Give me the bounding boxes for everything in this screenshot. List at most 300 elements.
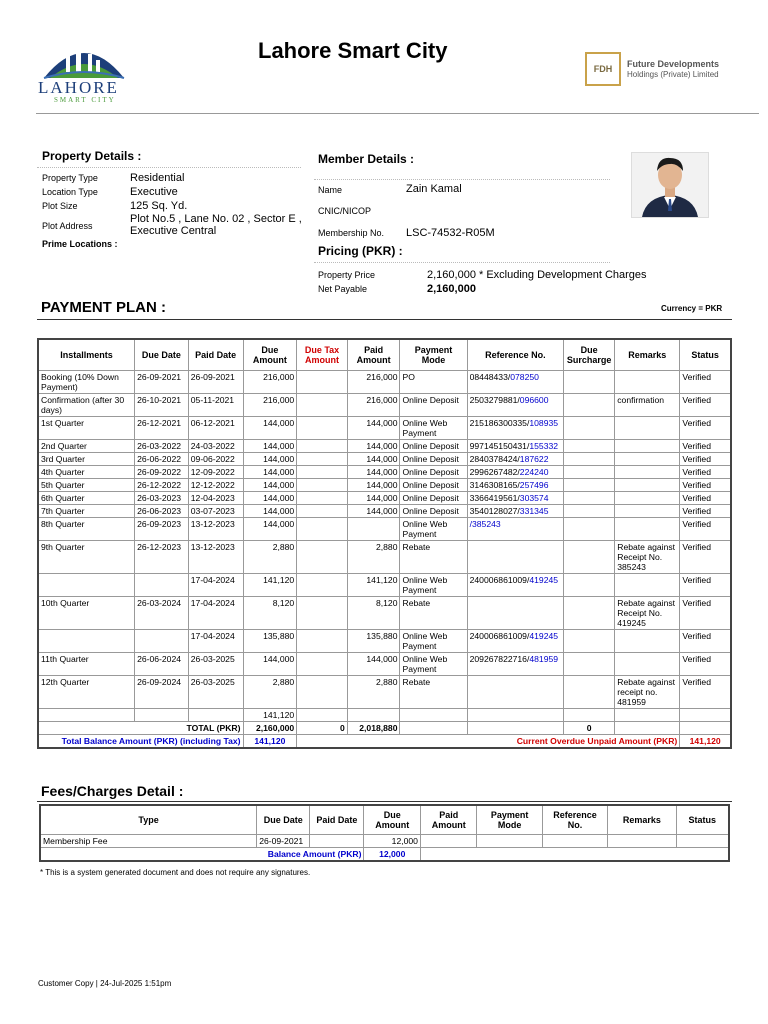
due-date-cell: 26-06-2023 xyxy=(135,505,189,518)
reference-cell xyxy=(467,394,564,417)
table-row xyxy=(38,453,731,466)
reference-cell xyxy=(467,574,564,597)
due-date-cell: 26-03-2023 xyxy=(135,492,189,505)
status-cell: Verified xyxy=(680,653,731,676)
remarks-cell xyxy=(615,440,680,453)
paid-amount-cell xyxy=(347,518,400,541)
table-row xyxy=(38,709,731,722)
due-date-cell: 26-03-2024 xyxy=(135,597,189,630)
fee-due-amount: 12,000 xyxy=(364,835,420,848)
receipt-number: 108935 xyxy=(529,418,559,428)
reference-number: 2503279881/ xyxy=(469,395,520,405)
payment-mode-cell: Rebate xyxy=(400,541,467,574)
currency-label: Currency = PKR xyxy=(661,304,723,313)
installment-cell: 12th Quarter xyxy=(38,676,135,709)
paid-date-cell: 17-04-2024 xyxy=(188,574,243,597)
table-row xyxy=(38,541,731,574)
plot-address-label: Plot Address xyxy=(42,221,93,231)
partner-name-2: Holdings (Private) Limited xyxy=(627,70,719,79)
surcharge-cell xyxy=(564,440,615,453)
paid-date-cell: 17-04-2024 xyxy=(188,630,243,653)
surcharge-cell xyxy=(564,417,615,440)
paid-date-cell: 12-09-2022 xyxy=(188,466,243,479)
due-date-cell: 26-06-2022 xyxy=(135,453,189,466)
paid-amount-cell: 141,120 xyxy=(347,574,400,597)
col-status: Status xyxy=(680,339,731,371)
paid-amount-cell: 8,120 xyxy=(347,597,400,630)
reference-number: 215186300335/ xyxy=(469,418,530,428)
due-amount-cell: 2,880 xyxy=(243,541,297,574)
membership-label: Membership No. xyxy=(318,228,385,238)
pricing-divider xyxy=(314,262,610,263)
paid-date-cell: 09-06-2022 xyxy=(188,453,243,466)
fees-col-status: Status xyxy=(676,805,729,835)
status-cell: Verified xyxy=(680,453,731,466)
due-amount-cell: 2,880 xyxy=(243,676,297,709)
due-date-cell: 26-12-2023 xyxy=(135,541,189,574)
receipt-number: 187622 xyxy=(519,454,549,464)
footer-copy: Customer Copy | 24-Jul-2025 1:51pm xyxy=(38,979,172,988)
status-cell: Verified xyxy=(680,417,731,440)
installment-cell: 11th Quarter xyxy=(38,653,135,676)
table-row xyxy=(38,466,731,479)
table-header-row xyxy=(38,339,731,371)
paid-amount-cell: 2,880 xyxy=(347,541,400,574)
paid-amount-cell: 144,000 xyxy=(347,492,400,505)
payment-mode-cell: Online Deposit xyxy=(400,492,467,505)
table-row xyxy=(38,417,731,440)
reference-cell xyxy=(467,479,564,492)
due-amount-cell: 144,000 xyxy=(243,440,297,453)
reference-number: 3366419561/ xyxy=(469,493,520,503)
receipt-number: 419245 xyxy=(529,575,559,585)
due-date-cell: 26-12-2021 xyxy=(135,417,189,440)
col-paid-date: Paid Date xyxy=(188,339,243,371)
surcharge-cell xyxy=(564,453,615,466)
table-row xyxy=(38,574,731,597)
due-date-cell: 26-03-2022 xyxy=(135,440,189,453)
status-cell: Verified xyxy=(680,630,731,653)
col-remarks: Remarks xyxy=(615,339,680,371)
lahore-smart-city-logo xyxy=(36,36,132,106)
payment-mode-cell: Online Web Payment xyxy=(400,653,467,676)
reference-number: 08448433/ xyxy=(469,372,511,382)
surcharge-cell xyxy=(564,653,615,676)
due-date-cell: 26-09-2022 xyxy=(135,466,189,479)
fee-due-date: 26-09-2021 xyxy=(257,835,310,848)
fees-row xyxy=(40,835,729,848)
installment-cell: Booking (10% Down Payment) xyxy=(38,371,135,394)
paid-amount-cell: 144,000 xyxy=(347,479,400,492)
reference-cell xyxy=(467,440,564,453)
status-cell: Verified xyxy=(680,394,731,417)
col-due-amount: Due Amount xyxy=(243,339,297,371)
remarks-cell: Rebate against Receipt No. 385243 xyxy=(615,541,680,574)
reference-cell xyxy=(467,630,564,653)
due-date-cell: 26-09-2024 xyxy=(135,676,189,709)
due-date-cell: 26-12-2022 xyxy=(135,479,189,492)
due-date-cell: 26-09-2021 xyxy=(135,371,189,394)
total-label: TOTAL (PKR) xyxy=(38,722,243,735)
col-due-date: Due Date xyxy=(135,339,189,371)
remarks-cell xyxy=(615,479,680,492)
col-paid-amount: Paid Amount xyxy=(347,339,400,371)
payment-mode-cell: Online Deposit xyxy=(400,505,467,518)
reference-number: 3146308165/ xyxy=(469,480,520,490)
total-paid: 2,018,880 xyxy=(347,722,400,735)
receipt-number: 257496 xyxy=(519,480,549,490)
due-tax-cell xyxy=(297,466,348,479)
surcharge-cell xyxy=(564,394,615,417)
due-amount-cell: 144,000 xyxy=(243,479,297,492)
surcharge-cell xyxy=(564,505,615,518)
city-skyline-icon xyxy=(36,36,132,82)
due-tax-cell xyxy=(297,371,348,394)
payment-mode-cell: PO xyxy=(400,371,467,394)
pricing-heading: Pricing (PKR) : xyxy=(318,244,403,258)
reference-cell xyxy=(467,653,564,676)
due-amount-cell: 8,120 xyxy=(243,597,297,630)
due-tax-cell xyxy=(297,597,348,630)
paid-date-cell: 26-03-2025 xyxy=(188,653,243,676)
due-amount-cell: 144,000 xyxy=(243,653,297,676)
reference-cell xyxy=(467,466,564,479)
paid-amount-cell: 216,000 xyxy=(347,394,400,417)
fees-col-paid-amount: Paid Amount xyxy=(420,805,476,835)
surcharge-cell xyxy=(564,492,615,505)
status-cell: Verified xyxy=(680,371,731,394)
overdue-value: 141,120 xyxy=(680,735,731,749)
receipt-number: 331345 xyxy=(519,506,549,516)
table-row xyxy=(38,676,731,709)
system-note: * This is a system generated document and does not require any signatures. xyxy=(40,868,311,877)
paid-amount-cell: 144,000 xyxy=(347,505,400,518)
property-type-label: Property Type xyxy=(42,173,98,183)
due-amount-cell: 144,000 xyxy=(243,417,297,440)
installment-cell xyxy=(38,630,135,653)
location-type-label: Location Type xyxy=(42,187,98,197)
reference-cell xyxy=(467,453,564,466)
installment-cell: 6th Quarter xyxy=(38,492,135,505)
paid-amount-cell: 2,880 xyxy=(347,676,400,709)
reference-number: 240006861009/ xyxy=(469,575,530,585)
fees-header-row xyxy=(40,805,729,835)
logo-text: LAHORE xyxy=(38,78,119,97)
due-tax-cell xyxy=(297,653,348,676)
due-tax-cell xyxy=(297,440,348,453)
remarks-cell: Rebate against receipt no. 481959 xyxy=(615,676,680,709)
remarks-cell xyxy=(615,518,680,541)
extra-row-amount: 141,120 xyxy=(243,709,297,722)
surcharge-cell xyxy=(564,466,615,479)
receipt-number: 155332 xyxy=(529,441,559,451)
paid-date-cell: 12-04-2023 xyxy=(188,492,243,505)
remarks-cell xyxy=(615,371,680,394)
fees-col-due-amount: Due Amount xyxy=(364,805,420,835)
property-type-value: Residential xyxy=(130,172,185,184)
reference-cell xyxy=(467,597,564,630)
balance-value: 141,120 xyxy=(243,735,297,749)
total-surcharge: 0 xyxy=(564,722,615,735)
reference-cell xyxy=(467,518,564,541)
paid-date-cell: 13-12-2023 xyxy=(188,541,243,574)
payment-mode-cell: Online Web Payment xyxy=(400,417,467,440)
payment-plan-heading: PAYMENT PLAN : xyxy=(41,299,167,316)
partner-name-1: Future Developments xyxy=(627,59,720,69)
paid-amount-cell: 144,000 xyxy=(347,453,400,466)
col-due-tax: Due Tax Amount xyxy=(297,339,348,371)
table-row xyxy=(38,505,731,518)
due-tax-cell xyxy=(297,453,348,466)
surcharge-cell xyxy=(564,479,615,492)
remarks-cell xyxy=(615,453,680,466)
due-tax-cell xyxy=(297,541,348,574)
plot-address-value: Plot No.5 , Lane No. 02 , Sector E , Executive Central xyxy=(130,213,302,237)
paid-date-cell: 12-12-2022 xyxy=(188,479,243,492)
due-amount-cell: 141,120 xyxy=(243,574,297,597)
fees-col-payment-mode: Payment Mode xyxy=(477,805,542,835)
status-cell: Verified xyxy=(680,541,731,574)
member-divider xyxy=(314,179,610,180)
table-row xyxy=(38,479,731,492)
reference-cell xyxy=(467,541,564,574)
reference-number: 997145150431/ xyxy=(469,441,530,451)
status-cell: Verified xyxy=(680,676,731,709)
payment-mode-cell: Online Web Payment xyxy=(400,574,467,597)
paid-amount-cell: 216,000 xyxy=(347,371,400,394)
paid-date-cell: 26-09-2021 xyxy=(188,371,243,394)
paid-amount-cell: 144,000 xyxy=(347,653,400,676)
location-type-value: Executive xyxy=(130,186,178,198)
paid-date-cell: 26-03-2025 xyxy=(188,676,243,709)
installment-cell: 3rd Quarter xyxy=(38,453,135,466)
total-due: 2,160,000 xyxy=(243,722,297,735)
member-name-value: Zain Kamal xyxy=(406,183,462,195)
remarks-cell: Rebate against Receipt No. 419245 xyxy=(615,597,680,630)
plot-size-label: Plot Size xyxy=(42,201,78,211)
payment-mode-cell: Online Web Payment xyxy=(400,630,467,653)
installment-cell: Confirmation (after 30 days) xyxy=(38,394,135,417)
logo-subtext: SMART CITY xyxy=(54,96,116,104)
col-surcharge: Due Surcharge xyxy=(564,339,615,371)
receipt-number: 078250 xyxy=(510,372,539,382)
due-amount-cell: 144,000 xyxy=(243,492,297,505)
remarks-cell xyxy=(615,653,680,676)
col-payment-mode: Payment Mode xyxy=(400,339,467,371)
remarks-cell: confirmation xyxy=(615,394,680,417)
payment-mode-cell: Rebate xyxy=(400,676,467,709)
fees-col-reference: Reference No. xyxy=(542,805,608,835)
col-installments: Installments xyxy=(38,339,135,371)
payment-mode-cell: Online Deposit xyxy=(400,394,467,417)
total-tax: 0 xyxy=(297,722,348,735)
payment-plan-rule xyxy=(37,319,732,320)
balance-label: Total Balance Amount (PKR) (including Tax) xyxy=(38,735,243,749)
reference-cell xyxy=(467,371,564,394)
paid-date-cell: 24-03-2022 xyxy=(188,440,243,453)
payment-plan-table xyxy=(37,338,732,749)
receipt-number: 481959 xyxy=(529,654,559,664)
fdh-badge: FDH xyxy=(585,52,621,86)
reference-number: 3540128027/ xyxy=(469,506,520,516)
installment-cell: 1st Quarter xyxy=(38,417,135,440)
paid-amount-cell: 144,000 xyxy=(347,417,400,440)
receipt-number: /385243 xyxy=(469,519,501,529)
table-row xyxy=(38,630,731,653)
prime-locations-label: Prime Locations : xyxy=(42,239,118,249)
property-divider xyxy=(37,167,301,168)
member-details-heading: Member Details : xyxy=(318,152,415,166)
fees-heading: Fees/Charges Detail : xyxy=(41,783,184,799)
remarks-cell xyxy=(615,492,680,505)
member-photo xyxy=(631,152,709,218)
remarks-cell xyxy=(615,417,680,440)
reference-cell xyxy=(467,676,564,709)
status-cell: Verified xyxy=(680,440,731,453)
due-amount-cell: 216,000 xyxy=(243,394,297,417)
header-divider xyxy=(36,113,759,114)
status-cell: Verified xyxy=(680,466,731,479)
payment-mode-cell: Online Deposit xyxy=(400,453,467,466)
due-tax-cell xyxy=(297,479,348,492)
overdue-label: Current Overdue Unpaid Amount (PKR) xyxy=(297,735,680,749)
table-row xyxy=(38,492,731,505)
installment-cell: 8th Quarter xyxy=(38,518,135,541)
table-row xyxy=(38,518,731,541)
due-amount-cell: 144,000 xyxy=(243,518,297,541)
fees-balance-value: 12,000 xyxy=(364,848,420,862)
installment-cell xyxy=(38,574,135,597)
remarks-cell xyxy=(615,505,680,518)
page-title: Lahore Smart City xyxy=(258,38,448,63)
payment-mode-cell: Online Web Payment xyxy=(400,518,467,541)
surcharge-cell xyxy=(564,518,615,541)
property-price-label: Property Price xyxy=(318,270,376,280)
status-cell: Verified xyxy=(680,479,731,492)
fees-balance-label: Balance Amount (PKR) xyxy=(40,848,364,862)
due-tax-cell xyxy=(297,676,348,709)
paid-date-cell: 06-12-2021 xyxy=(188,417,243,440)
fees-col-remarks: Remarks xyxy=(608,805,676,835)
due-amount-cell: 216,000 xyxy=(243,371,297,394)
payment-mode-cell: Online Deposit xyxy=(400,479,467,492)
reference-number: 240006861009/ xyxy=(469,631,530,641)
fees-rule xyxy=(37,801,732,802)
status-cell: Verified xyxy=(680,505,731,518)
surcharge-cell xyxy=(564,574,615,597)
paid-date-cell: 17-04-2024 xyxy=(188,597,243,630)
net-payable-value: 2,160,000 xyxy=(427,283,476,295)
property-price-value: 2,160,000 * Excluding Development Charges xyxy=(427,269,647,281)
surcharge-cell xyxy=(564,541,615,574)
paid-amount-cell: 144,000 xyxy=(347,440,400,453)
reference-cell xyxy=(467,505,564,518)
total-row xyxy=(38,722,731,735)
property-details-heading: Property Details : xyxy=(42,149,142,163)
due-tax-cell xyxy=(297,574,348,597)
remarks-cell xyxy=(615,574,680,597)
status-cell: Verified xyxy=(680,574,731,597)
due-tax-cell xyxy=(297,505,348,518)
fees-col-type: Type xyxy=(40,805,257,835)
remarks-cell xyxy=(615,466,680,479)
table-row xyxy=(38,394,731,417)
net-payable-label: Net Payable xyxy=(318,284,368,294)
due-tax-cell xyxy=(297,518,348,541)
table-row xyxy=(38,653,731,676)
due-date-cell: 26-09-2023 xyxy=(135,518,189,541)
cnic-label: CNIC/NICOP xyxy=(318,206,372,216)
surcharge-cell xyxy=(564,371,615,394)
reference-number: 2996267482/ xyxy=(469,467,520,477)
status-cell: Verified xyxy=(680,492,731,505)
due-amount-cell: 144,000 xyxy=(243,466,297,479)
payment-mode-cell: Online Deposit xyxy=(400,440,467,453)
installment-cell: 10th Quarter xyxy=(38,597,135,630)
membership-value: LSC-74532-R05M xyxy=(406,227,495,239)
balance-row xyxy=(38,735,731,749)
receipt-number: 224240 xyxy=(519,467,549,477)
table-row xyxy=(38,440,731,453)
status-cell: Verified xyxy=(680,597,731,630)
due-amount-cell: 135,880 xyxy=(243,630,297,653)
installment-cell: 2nd Quarter xyxy=(38,440,135,453)
paid-date-cell: 03-07-2023 xyxy=(188,505,243,518)
due-date-cell: 26-10-2021 xyxy=(135,394,189,417)
due-tax-cell xyxy=(297,394,348,417)
status-cell: Verified xyxy=(680,518,731,541)
due-tax-cell xyxy=(297,417,348,440)
remarks-cell xyxy=(615,630,680,653)
member-name-label: Name xyxy=(318,185,343,195)
surcharge-cell xyxy=(564,630,615,653)
receipt-number: 096600 xyxy=(519,395,549,405)
surcharge-cell xyxy=(564,676,615,709)
paid-date-cell: 13-12-2023 xyxy=(188,518,243,541)
fees-col-due-date: Due Date xyxy=(257,805,310,835)
due-tax-cell xyxy=(297,630,348,653)
surcharge-cell xyxy=(564,597,615,630)
due-tax-cell xyxy=(297,492,348,505)
installment-cell: 5th Quarter xyxy=(38,479,135,492)
reference-number: 2840378424/ xyxy=(469,454,520,464)
reference-cell xyxy=(467,492,564,505)
table-row xyxy=(38,371,731,394)
receipt-number: 419245 xyxy=(529,631,559,641)
receipt-number: 303574 xyxy=(519,493,549,503)
payment-mode-cell: Rebate xyxy=(400,597,467,630)
fees-col-paid-date: Paid Date xyxy=(310,805,364,835)
due-amount-cell: 144,000 xyxy=(243,453,297,466)
due-date-cell xyxy=(135,630,189,653)
fee-type: Membership Fee xyxy=(40,835,257,848)
table-row xyxy=(38,597,731,630)
due-amount-cell: 144,000 xyxy=(243,505,297,518)
paid-amount-cell: 135,880 xyxy=(347,630,400,653)
fdh-logo xyxy=(583,50,733,88)
reference-cell xyxy=(467,417,564,440)
payment-mode-cell: Online Deposit xyxy=(400,466,467,479)
col-reference: Reference No. xyxy=(467,339,564,371)
paid-amount-cell: 144,000 xyxy=(347,466,400,479)
installment-cell: 4th Quarter xyxy=(38,466,135,479)
fees-balance-row xyxy=(40,848,729,862)
due-date-cell xyxy=(135,574,189,597)
installment-cell: 9th Quarter xyxy=(38,541,135,574)
plot-size-value: 125 Sq. Yd. xyxy=(130,200,188,212)
due-date-cell: 26-06-2024 xyxy=(135,653,189,676)
paid-date-cell: 05-11-2021 xyxy=(188,394,243,417)
